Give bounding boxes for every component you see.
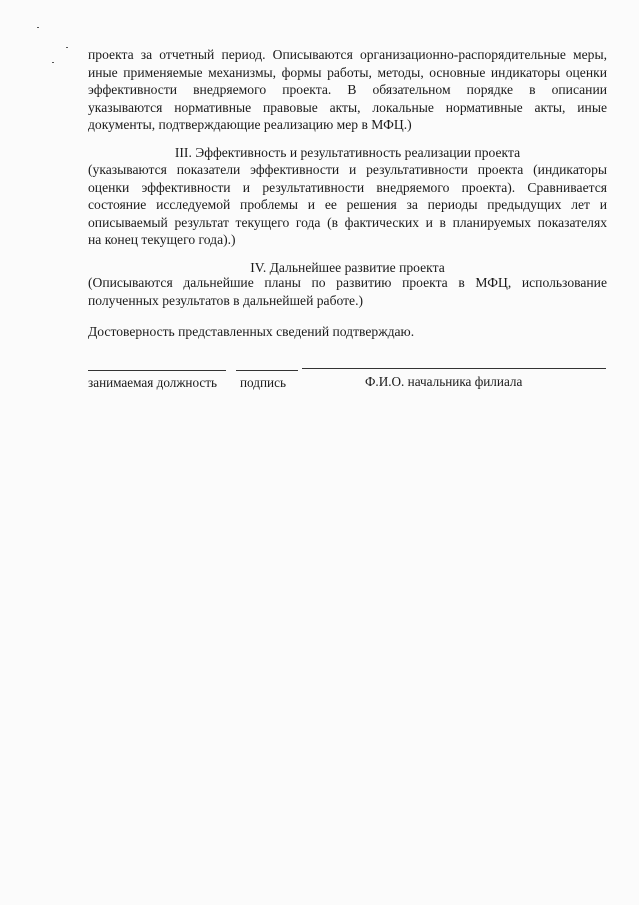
text-line: на конец текущего года).) bbox=[88, 232, 236, 248]
text-line: полученных результатов в дальнейшей работе.) bbox=[88, 292, 364, 308]
text-line: описываемый результат текущего года (в фактических и в планируемых показателях bbox=[88, 214, 607, 230]
section-3-heading: III. Эффективность и результативность реализации проекта bbox=[174, 145, 521, 160]
position-signature-line bbox=[88, 370, 226, 371]
scan-speck bbox=[52, 62, 54, 63]
name-signature-line bbox=[302, 368, 606, 369]
text-line: проекта за отчетный период. Описываются организационно-распорядительные меры, bbox=[88, 47, 607, 62]
text-line: состояние исследуемой проблемы и ее решения за периоды предыдущих лет и bbox=[88, 197, 607, 213]
section-3-body bbox=[88, 161, 607, 249]
scan-speck bbox=[37, 27, 39, 28]
name-label: Ф.И.О. начальника филиала bbox=[365, 374, 523, 389]
text-line: документы, подтверждающие реализацию мер в МФЦ.) bbox=[88, 117, 412, 133]
text-line: указываются нормативные правовые акты, локальные нормативные акты, иные bbox=[88, 99, 607, 115]
section-4-heading: IV. Дальнейшее развитие проекта bbox=[250, 260, 445, 275]
text-line: (Описываются дальнейшие планы по развитию проекта в МФЦ, использование bbox=[88, 275, 607, 290]
signature-label: подпись bbox=[240, 375, 286, 390]
position-label: занимаемая должность bbox=[88, 375, 218, 390]
intro-paragraph bbox=[88, 46, 607, 134]
text-line: (указываются показатели эффективности и результативности проекта (индикаторы bbox=[88, 162, 607, 177]
certification-statement: Достоверность представленных сведений подтверждаю. bbox=[88, 324, 415, 339]
section-4-body bbox=[88, 274, 607, 309]
text-line: оценки эффективности и результативности внедряемого проекта). Сравнивается bbox=[88, 179, 607, 195]
signature-line bbox=[236, 370, 298, 371]
text-line: иные применяемые механизмы, формы работы, методы, основные индикаторы оценки bbox=[88, 64, 607, 80]
scan-speck bbox=[66, 47, 68, 48]
text-line: эффективности внедряемого проекта. В обязательном порядке в описании bbox=[88, 82, 607, 98]
